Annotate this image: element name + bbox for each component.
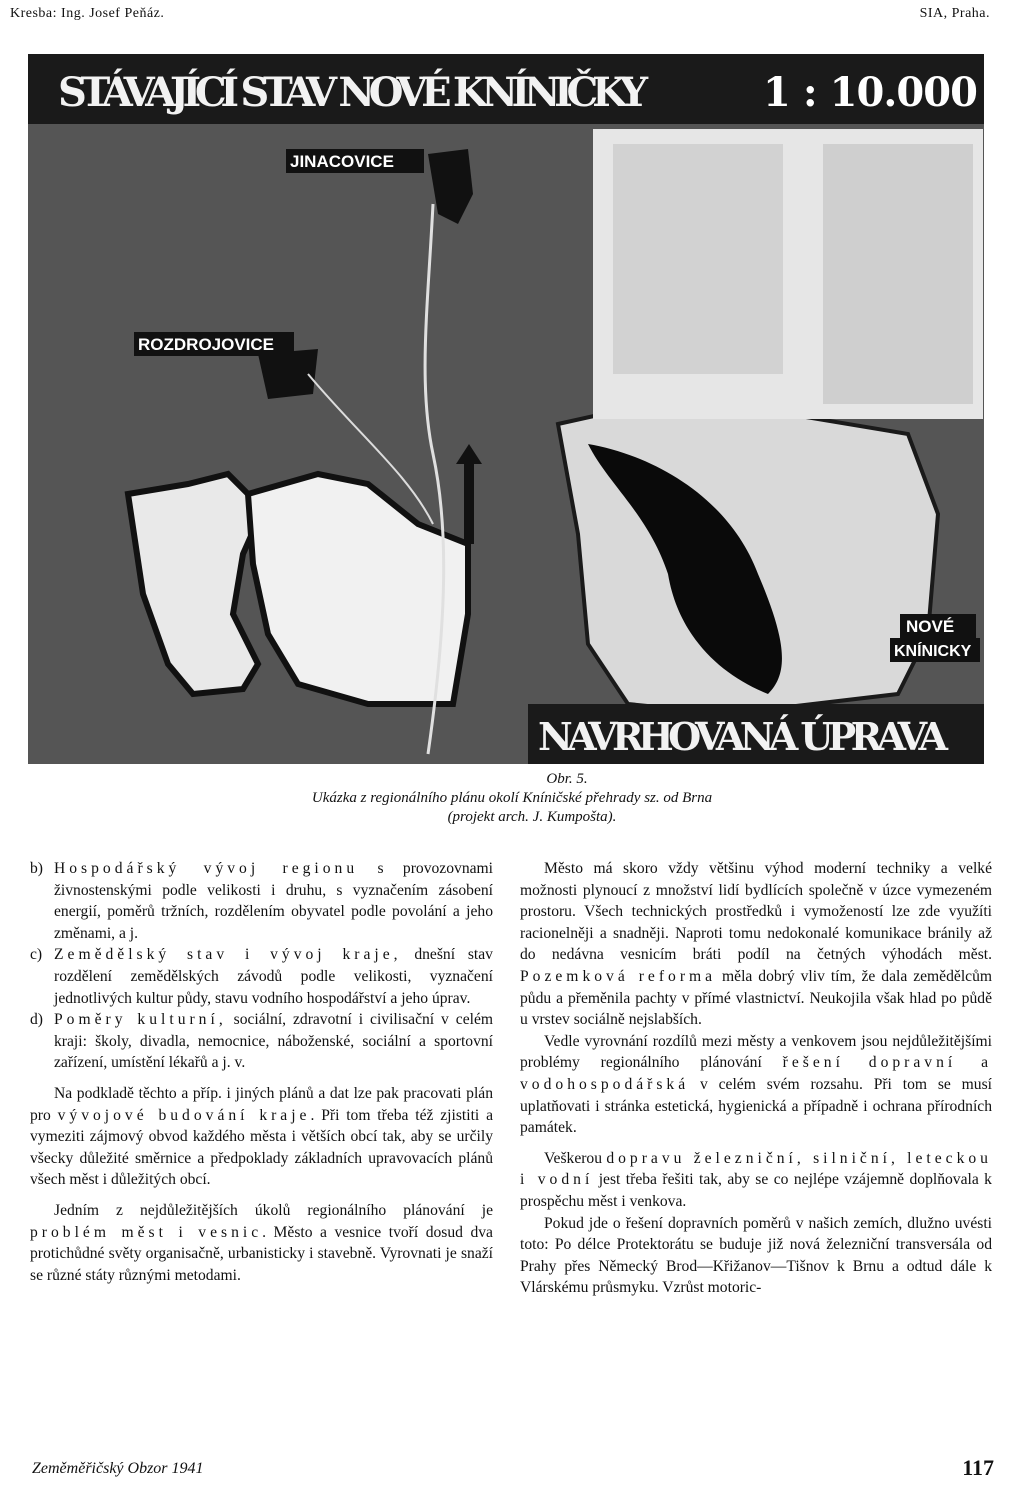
label-nove: NOVÉ bbox=[906, 617, 955, 636]
caption-number: Obr. 5. bbox=[546, 771, 588, 787]
left-column bbox=[30, 858, 493, 1286]
paragraph: Na podkladě těchto a příp. i jiných plánů a dat lze pak pracovati plán pro vývojové budování kraje. Při tom třeba též zjistiti a vymeziti zájmový obvod každého města i větších obcí tak, aby se určily všecky důležité směrnice a předpoklady základních upravovacích plánů všech měst i důležitých obcí. bbox=[30, 1084, 493, 1189]
paragraph: Jedním z nejdůležitějších úkolů regionálního plánování je problém měst i vesnic. Město a vesnice tvoří dosud dva protichůdné světy organisačně, urbanisticky i stavebně. Vyrovnati je snaží se různé státy různými metodami. bbox=[30, 1201, 493, 1284]
list-item-d: d) Poměry kulturní, sociální, zdravotní i civilisační v celém kraji: školy, divadla, nemocnice, náboženské, sociální a sportovní zařízení, umístění lékařů a j. v. bbox=[30, 1011, 494, 1072]
drawing-credit: Kresba: Ing. Josef Peňáz. bbox=[10, 6, 165, 21]
emphasis: Zemědělský stav i vývoj kraje, bbox=[54, 946, 402, 964]
figure-caption bbox=[0, 770, 1024, 827]
caption-line-2: (projekt arch. J. Kumpošta). bbox=[447, 809, 617, 825]
list-item-c: c) Zemědělský stav i vývoj kraje, dnešní stav rozdělení zemědělských závodů podle velikosti, vyznačení jednotlivých kultur půdy, stavu vodního hospodářství a jeho úprav. bbox=[30, 946, 493, 1007]
map-scale: 1 : 10.000 bbox=[763, 69, 978, 116]
map-title-bottom: NAVRHOVANÁ ÚPRAVA bbox=[538, 714, 948, 759]
label-jinacovice: JINACOVICE bbox=[290, 152, 394, 171]
map-title-top: STÁVAJÍCÍ STAV NOVÉ KNÍNIČKY bbox=[58, 69, 648, 116]
emphasis: Poměry kulturní, bbox=[54, 1011, 227, 1029]
journal-name: Zeměměřičský Obzor 1941 bbox=[32, 1460, 204, 1477]
caption-line-1: Ukázka z regionálního plánu okolí Kníničské přehrady sz. od Brna bbox=[311, 790, 713, 806]
photo-credit: SIA, Praha. bbox=[919, 6, 990, 21]
label-rozdrojovice: ROZDROJOVICE bbox=[138, 335, 275, 354]
right-column bbox=[520, 858, 992, 1299]
page-number: 117 bbox=[962, 1455, 994, 1480]
paragraph: Vedle vyrovnání rozdílů mezi městy a venkovem jsou nejdůležitějšími problémy regionálního plánování řešení dopravní a vodohospodářská v celém svém rozsahu. Při tom se musí uplatňovati i stránka estetická, hygienická a případně i ochrana přírodních památek. bbox=[520, 1032, 992, 1137]
paragraph: Město má skoro vždy většinu výhod moderní techniky a velké možnosti plynoucí z množství lidí bydlících společně v úzce vymezeném prostoru. Všech technických prostředků i vymožeností lze zde využíti racionelněji a snadněji. Naproti tomu nedokonalé komunikace bránily až do nedávna vesnicím bráti podíl na četných výhodách měst. Pozemková reforma měla dobrý vliv tím, že dala zemědělcům půdu a přeměnila pachty v přímé vlastnictví. Neukojila však hlad po půdě u vrstev sociálně nejslabších. bbox=[520, 860, 993, 1029]
map-image bbox=[28, 54, 984, 764]
paragraph: Pokud jde o řešení dopravních poměrů v našich zemích, dlužno uvésti toto: Po délce Protektorátu se buduje již nová železniční transversála od Prahy přes Německý Brod—Křižanov—Tišnov k Brnu a odtud dále k Vlárskému průsmyku. Vzrůst motoric- bbox=[520, 1214, 992, 1297]
list-item-b: b) Hospodářský vývoj regionu s provozovnami živnostenskými podle velikosti i druhu, s vyznačením zásobení energií, poměrů tržních, rozdělením obyvatel podle povolání a jeho změnami, a j. bbox=[30, 860, 493, 942]
map-photograph bbox=[28, 54, 984, 764]
emphasis: Hospodářský vývoj regionu bbox=[54, 860, 359, 877]
label-kninicky: KNÍNICKY bbox=[894, 643, 972, 660]
paragraph: Veškerou dopravu železniční, silniční, leteckou i vodní jest třeba řešiti tak, aby se co nejlépe vzájemně doplňovala k prospěchu měst i venkova. bbox=[520, 1149, 992, 1210]
